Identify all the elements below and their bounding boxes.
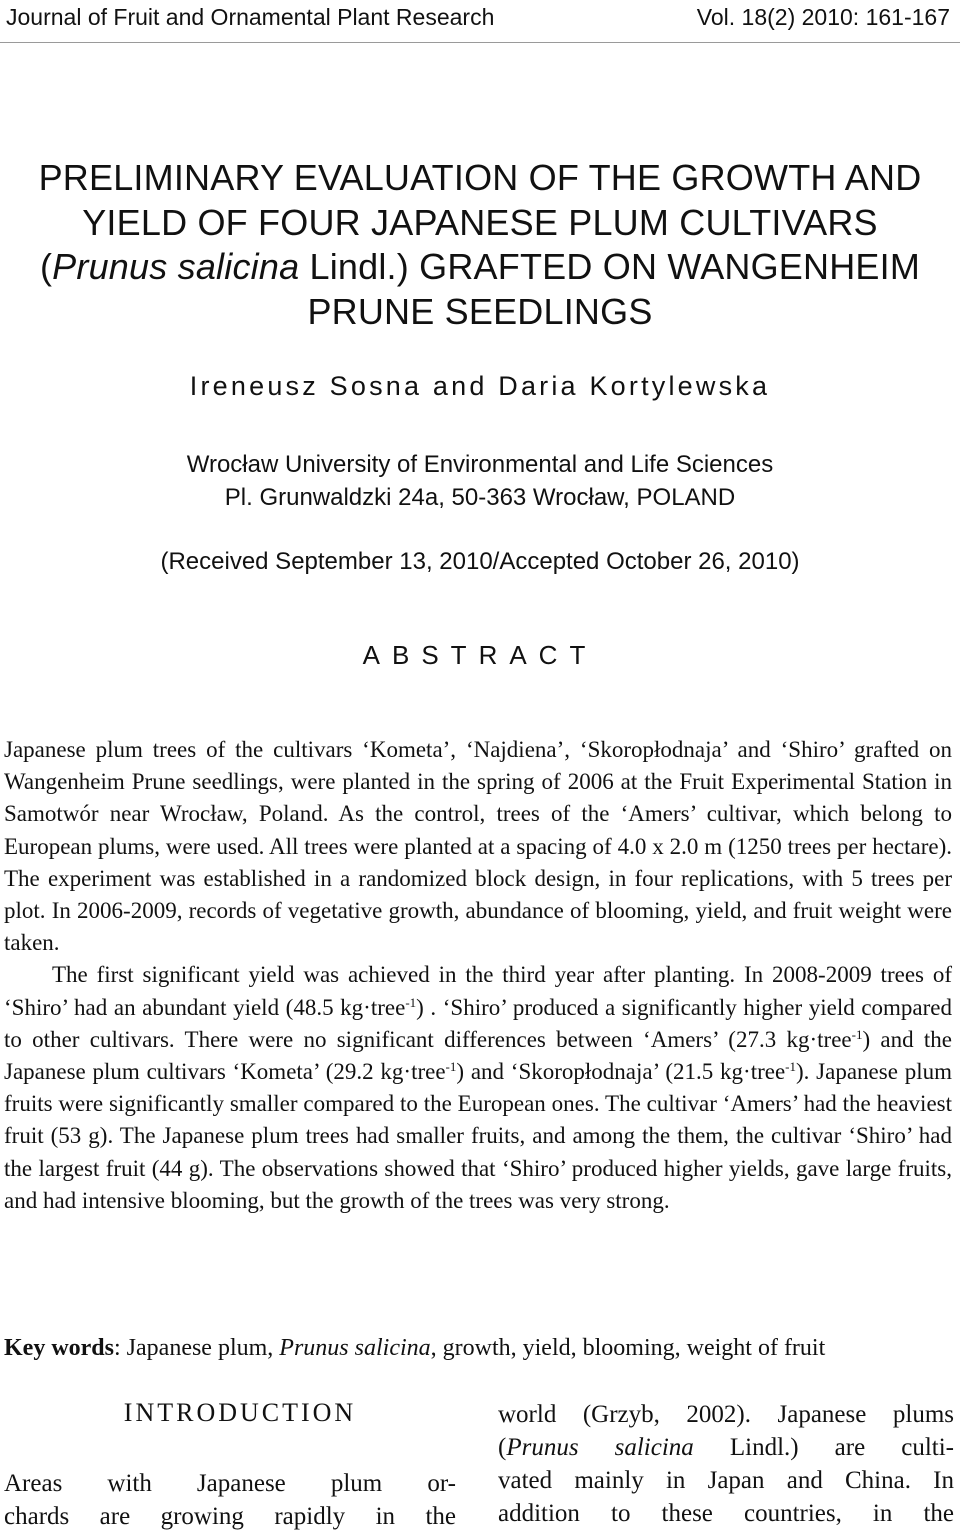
intro-left-line-1: Areas with Japanese plum or- — [4, 1470, 456, 1497]
keywords-label: Key words — [4, 1335, 114, 1361]
intro-left-line-2: chards are growing rapidly in the — [4, 1503, 456, 1530]
exponent: -1 — [445, 1059, 457, 1075]
exponent: -1 — [785, 1059, 796, 1075]
journal-name: Journal of Fruit and Ornamental Plant Research — [6, 4, 495, 30]
title-line-4: PRUNE SEEDLINGS — [307, 290, 653, 332]
abstract-paragraph-2: The first significant yield was achieved in the third year after planting. In 2008-2009 trees of ‘Shiro’ had an abundant yield (48.5 kg·tree$^{-1}$) . ‘Shiro’ produced a significantly higher yield compared to other cultivars. There were no significant differences between ‘Amers’ (27.3 kg·tree$^{-1}$) and the Japanese plum cultivars ‘Kometa’ (29.2 kg·tree$^{-1}$) and ‘Skoropłodnaja’ (21.5 kg·tree$^{-1}$). Japanese plum fruits were significantly smaller compared to the European ones. The cultivar ‘Amers’ had the heaviest fruit (53 g). The Japanese plum trees had smaller fruits, and among the them, the cultivar ‘Shiro’ had the largest fruit (44 g). The observations showed that ‘Shiro’ produced higher yields, gave large fruits, and had intensive blooming, but the growth of the trees was very strong. — [4, 962, 953, 1213]
exponent: -1 — [405, 994, 417, 1010]
abstract-body — [4, 734, 952, 1217]
affiliation — [0, 448, 960, 514]
exponent: -1 — [851, 1026, 863, 1042]
introduction-right-column — [498, 1398, 954, 1530]
intro-right-line-2: (Prunus salicina Lindl.) are culti- — [498, 1434, 954, 1461]
intro-right-line-4: addition to these countries, in the — [498, 1500, 954, 1527]
running-header — [0, 2, 960, 42]
title-line-1: PRELIMINARY EVALUATION OF THE GROWTH AND — [38, 157, 922, 198]
abstract-paragraph-1: Japanese plum trees of the cultivars ‘Kometa’, ‘Najdiena’, ‘Skoropłodnaja’ and ‘Shiro’ grafted on Wangenheim Prune seedlings, were planted in the spring of 2006 at the Fruit Experimental Station in Samotwór near Wrocław, Poland. As the control, trees of the ‘Amers’ cultivar, which belong to European plums, were used. All trees were planted at a spacing of 4.0 x 2.0 m (1250 trees per hectare). The experiment was established in a randomized block design, in four replications, with 5 trees per plot. In 2006-2009, records of vegetative growth, abundance of blooming, yield, and fruit weight were taken. — [4, 737, 952, 956]
intro-species: Prunus salicina — [506, 1434, 694, 1461]
introduction-heading: INTRODUCTION — [123, 1398, 357, 1427]
received-dates: (Received September 13, 2010/Accepted October 26, 2010) — [160, 548, 800, 575]
volume-info: Vol. 18(2) 2010: 161-167 — [696, 4, 950, 30]
article-title — [0, 156, 960, 334]
title-species: Prunus salicina — [52, 246, 300, 287]
keywords-species: Prunus salicina — [279, 1335, 431, 1361]
authors: Ireneusz Sosna and Daria Kortylewska — [189, 371, 771, 401]
intro-right-line-3: vated mainly in Japan and China. In — [498, 1467, 954, 1494]
abstract-heading: ABSTRACT — [362, 640, 598, 670]
affiliation-institution: Wrocław University of Environmental and Life Sciences — [186, 451, 774, 478]
introduction-left-column — [4, 1467, 456, 1533]
title-line-3: (Prunus salicina Lindl.) GRAFTED ON WANGENHEIM — [39, 246, 921, 287]
title-line-2: YIELD OF FOUR JAPANESE PLUM CULTIVARS — [82, 201, 878, 243]
affiliation-address: Pl. Grunwaldzki 24a, 50-363 Wrocław, POLAND — [224, 484, 736, 511]
header-rule — [0, 42, 960, 43]
keywords: Key words: Japanese plum, Prunus salicina, growth, yield, blooming, weight of fruit — [4, 1335, 826, 1361]
intro-right-line-1: world (Grzyb, 2002). Japanese plums — [498, 1401, 954, 1428]
